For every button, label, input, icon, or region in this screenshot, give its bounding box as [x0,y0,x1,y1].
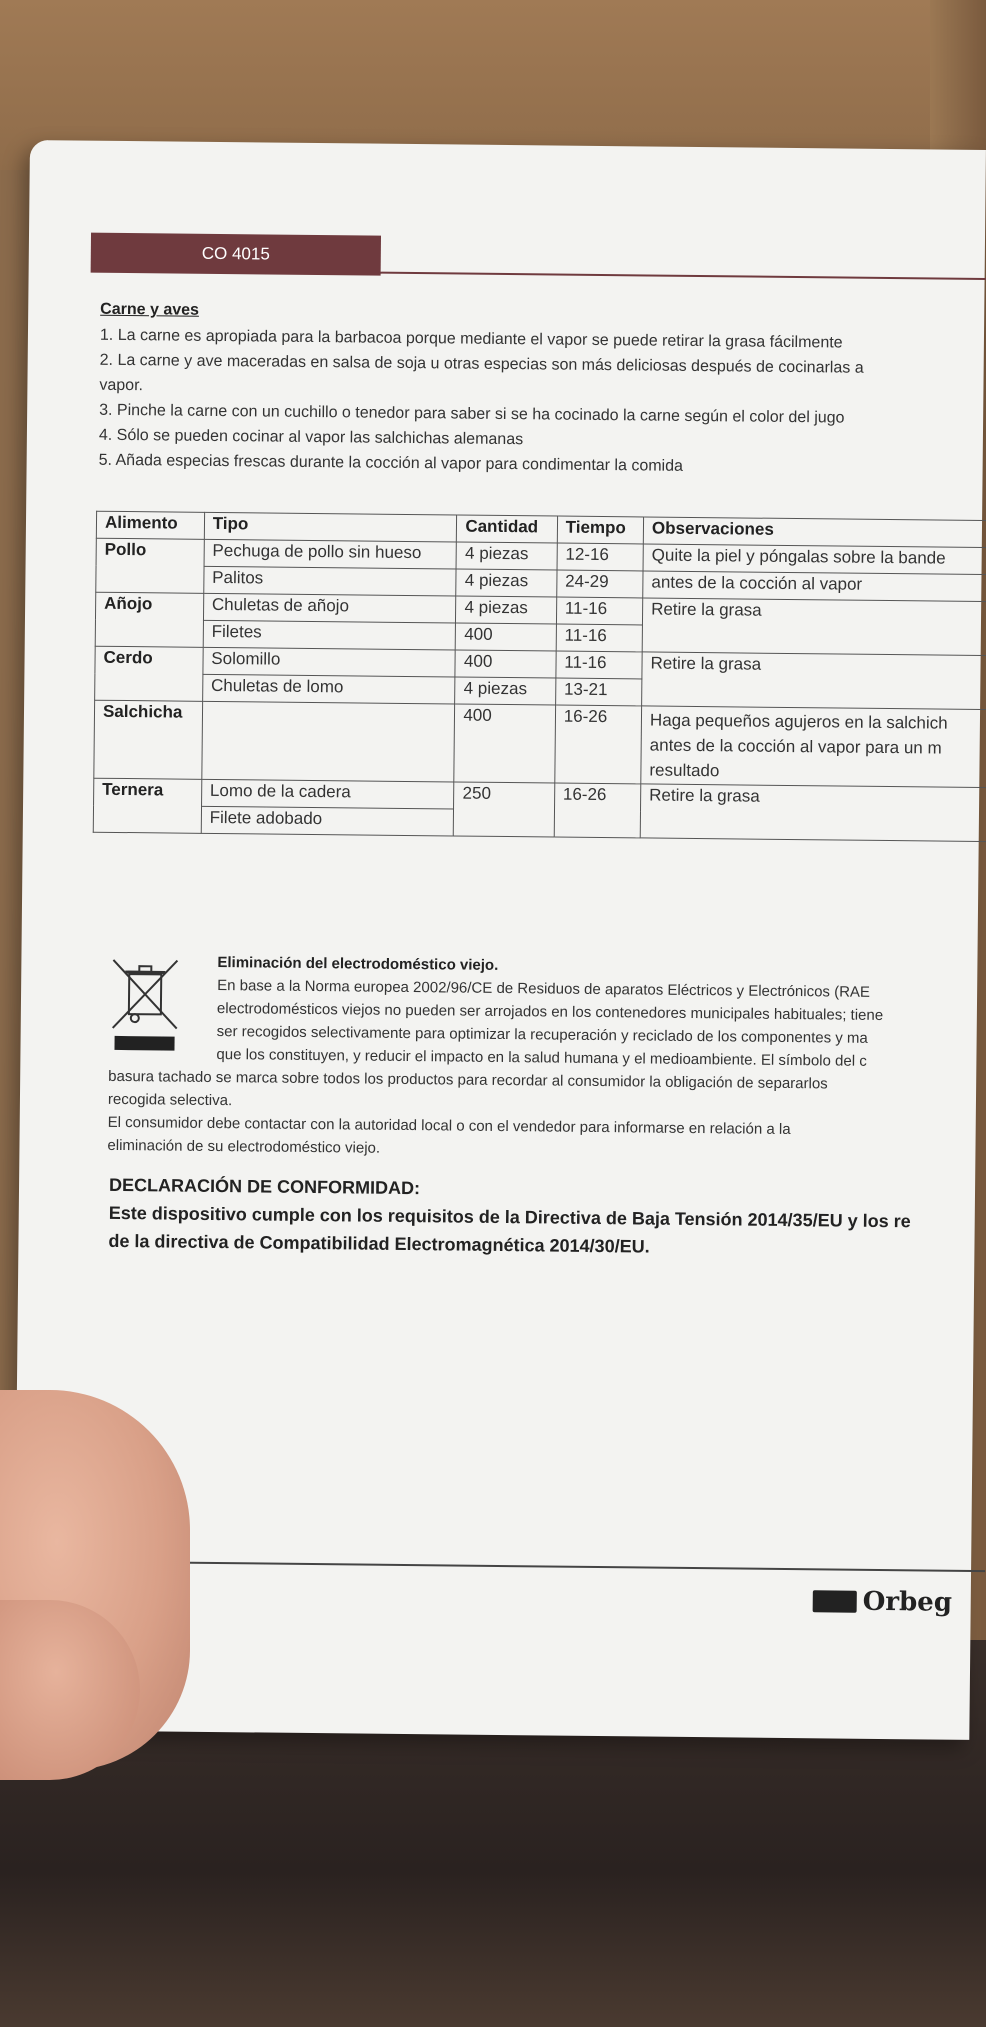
table-cell: 400 [456,623,557,651]
table-cell: 400 [455,650,556,678]
table-row [94,700,986,787]
text-line: que los constituyen, y reducir el impacto en la salud humana y el medioambiente. El símbolo del c [216,1046,867,1070]
model-header: CO 4015 [91,233,381,276]
list-item: 3. Pinche la carne con un cuchillo o tenedor para saber si se ha cocinado la carne según el color del jugo [99,401,845,427]
table-cell: Pechuga de pollo sin hueso [204,539,457,569]
cooking-table [93,511,986,842]
list-item: 5. Añada especias frescas durante la cocción al vapor para condimentar la comida [98,451,684,475]
table-cell: Añojo [95,592,203,647]
table-cell: 4 piezas [455,677,556,705]
table-cell: 16-26 [554,783,641,838]
header-cell: Tiempo [557,516,644,544]
table-cell: 24-29 [556,570,643,598]
text-line: Este dispositivo cumple con los requisitos de la Directiva de Baja Tensión 2014/35/EU y los re [108,1202,911,1232]
text-line: recogida selectiva. [107,1090,233,1110]
declaration-title: DECLARACIÓN DE CONFORMIDAD: [108,1174,421,1199]
header-cell: Alimento [96,511,204,539]
table-cell: Chuletas de añojo [203,593,456,623]
section-title: Carne y aves [100,300,200,319]
text-line: eliminación de su electrodoméstico viejo. [107,1136,381,1157]
brand-logo [813,1586,953,1617]
list-item: vapor. [99,376,144,395]
cell-line: antes de la cocción al vapor para un m [649,735,942,758]
table-cell: 11-16 [556,624,643,652]
table-cell [202,701,455,782]
table-cell: 12-16 [557,543,644,571]
table-cell: 11-16 [556,597,643,625]
table-cell: 400 [454,704,555,783]
table-cell: 13-21 [555,678,642,706]
table-cell [641,706,986,788]
declaration-text [108,1199,986,1264]
table-cell: Filetes [203,620,456,650]
list-item: 4. Sólo se pueden cocinar al vapor las salchichas alemanas [98,426,524,449]
table-cell: Lomo de la cadera [201,779,454,809]
header-cell: Observaciones [643,517,986,548]
table-cell: Solomillo [203,647,456,677]
brand-name: Orbeg [862,1586,953,1618]
table-cell: 11-16 [556,651,643,679]
table-cell: 4 piezas [456,542,557,570]
table-cell: 4 piezas [456,596,557,624]
table-cell: Cerdo [95,646,203,701]
table-cell: Retire la grasa [640,784,986,842]
list-item: 1. La carne es apropiada para la barbacoa porque mediante el vapor se puede retirar la grasa fácilmente [99,326,843,352]
cell-line: Haga pequeños agujeros en la salchich [649,710,948,733]
disposal-text [107,973,986,1166]
brand-mark-icon [813,1590,857,1612]
cell-line: resultado [649,760,720,781]
table-cell: antes de la cocción al vapor [643,571,986,602]
table-cell: Retire la grasa [642,652,986,710]
table-cell: Ternera [93,778,201,833]
text-line: basura tachado se marca sobre todos los productos para recordar al consumidor la obligación de separarlos [108,1067,828,1093]
table-cell: Quite la piel y póngalas sobre la bande [643,544,986,575]
instruction-list [99,323,981,482]
footer-rule [125,1561,985,1572]
text-line: ser recogidos selectivamente para optimizar la recuperación y reciclado de los componentes y ma [216,1023,868,1047]
text-line: electrodomésticos viejos no pueden ser arrojados en los contenedores municipales habituales; tiene [216,1000,884,1024]
table-cell: Pollo [96,538,204,593]
table-cell: 250 [454,782,555,837]
text-line: El consumidor debe contactar con la autoridad local o con el vendedor para informarse en relación a la [107,1113,791,1139]
table-cell: 4 piezas [456,569,557,597]
list-item: 2. La carne y ave maceradas en salsa de soja u otras especias son más deliciosas después de cocinarlas a [99,351,864,377]
table-cell: Palitos [204,566,457,596]
table-cell: Salchicha [94,700,203,779]
header-rule [379,272,986,280]
text-line: En base a la Norma europea 2002/96/CE de Residuos de aparatos Eléctricos y Electrónicos (RAE [217,977,871,1001]
table-cell: 16-26 [555,705,642,784]
text-line: de la directiva de Compatibilidad Electromagnética 2014/30/EU. [108,1230,650,1257]
header-cell: Cantidad [457,515,558,543]
header-cell: Tipo [204,512,457,542]
table-cell: Retire la grasa [642,598,986,656]
disposal-title: Eliminación del electrodoméstico viejo. [217,954,499,974]
table-cell: Filete adobado [201,806,454,836]
table-cell: Chuletas de lomo [202,674,455,704]
